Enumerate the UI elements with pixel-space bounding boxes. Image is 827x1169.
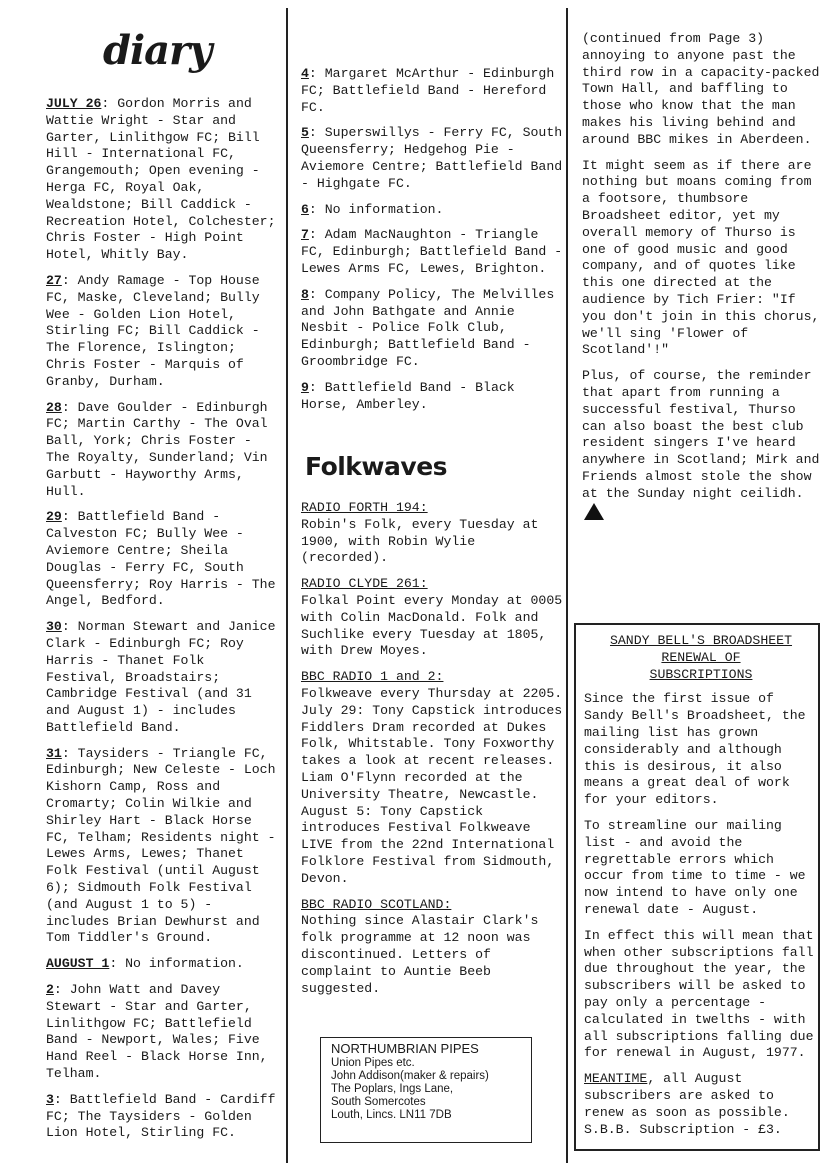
diary-entry [46, 96, 280, 264]
diary-text: : Taysiders - Triangle FC, Edinburgh; New Celeste - Loch Kishorn Camp, Ross and Cromarty; Colin Wilkie and Shirley Hart - Black Horse FC, Telham; Residents night - Lewes Arms, Lewes; Thanet Folk Festival (until August 6); Sidmouth Folk Festival (and August 1 to 5) - includes Brian Dewhurst and Tom Tiddler's Ground. [46, 745, 276, 946]
folkwaves-heading: Folkwaves [305, 452, 448, 481]
ad-line: Louth, Lincs. LN11 7DB [331, 1109, 452, 1121]
diary-date: JULY 26 [46, 96, 102, 111]
diary-text: : Andy Ramage - Top House FC, Maske, Cleveland; Bully Wee - Golden Lion Hotel, Stirling FC; Bill Caddick - The Florence, Islington; Chris Foster - Marquis of Granby, Durham. [46, 272, 260, 389]
diary-column-2 [301, 66, 563, 422]
diary-date: 5 [301, 125, 309, 141]
diary-text: : Adam MacNaughton - Triangle FC, Edinburgh; Battlefield Band - Lewes Arms FC, Lewes, Brighton. [301, 227, 563, 276]
ad-line: The Poplars, Ings Lane, [331, 1083, 454, 1095]
diary-entry [301, 380, 563, 414]
renewal-title [584, 633, 818, 683]
diary-text: : Gordon Morris and Wattie Wright - Star and Garter, Linlithgow FC; Bill Hill - International FC, Grangemouth; Open evening - Herga FC, Royal Oak, Wealdstone; Bill Caddick - Recreation Hotel, Colchester; Chris Foster - High Point Hotel, Whitly Bay. [46, 96, 276, 263]
article-paragraph [582, 368, 822, 523]
diary-date: 29 [46, 509, 62, 525]
article-paragraph-text: Plus, of course, the reminder that apart from running a successful festival, Thurso can also boast the best club resident singers I've heard anywhere in Scotland; Mirk and Friends almost stole the show at the Sunday night ceilidh. [582, 368, 820, 501]
diary-entry [46, 956, 280, 973]
ad-line: John Addison(maker & repairs) [331, 1070, 489, 1082]
diary-text: : Battlefield Band - Black Horse, Amberley. [301, 379, 515, 412]
diary-entry [46, 1092, 280, 1142]
ad-line: South Somercotes [331, 1096, 426, 1108]
article-paragraph: annoying to anyone past the third row in a capacity-packed Town Hall, and baffling to those who know that the man makes his living behind and around BBC mikes in Aberdeen. [582, 47, 820, 147]
renewal-title-line: SANDY BELL'S BROADSHEET [609, 633, 793, 648]
diary-text: : Superswillys - Ferry FC, South Queensferry; Hedgehog Pie - Aviemore Centre; Battlefield Band - Highgate FC. [301, 125, 563, 191]
renewal-paragraph: In effect this will mean that when other subscriptions fall due throughout the year, the subscribers will be asked to pay only a percentage - calculated in twelths - with all subscriptions falling due for renewal in August, 1977. [584, 927, 814, 1061]
station-text: Robin's Folk, every Tuesday at 1900, with Robin Wylie (recorded). [301, 516, 539, 566]
station-name: RADIO CLYDE 261: [301, 576, 428, 592]
renewal-title-line: SUBSCRIPTIONS [649, 666, 753, 682]
renewal-meantime [584, 1071, 818, 1138]
meantime-text: , all August subscribers are asked to renew as soon as possible. S.B.B. Subscription - £3. [584, 1071, 790, 1137]
continued-note: (continued from Page 3) [582, 31, 765, 46]
diary-date: 27 [46, 272, 62, 288]
folkwaves-listings [301, 500, 563, 1006]
diary-entry [46, 509, 280, 610]
diary-text: : Company Policy, The Melvilles and John Bathgate and Annie Nesbit - Police Folk Club, Edinburgh; Battlefield Band - Groombridge FC. [301, 286, 555, 369]
diary-heading: diary [103, 27, 212, 74]
station-text: Folkal Point every Monday at 0005 with Colin MacDonald. Folk and Suchlike every Tuesday at 1805, with Drew Moyes. [301, 592, 563, 659]
diary-entry [301, 227, 563, 277]
renewal-paragraph: To streamline our mailing list - and avoid the regrettable errors which occur from time to time - we now intend to have only one renewal date - August. [584, 817, 806, 917]
diary-entry [301, 125, 563, 192]
article-paragraph: It might seem as if there are nothing but moans coming from a footsore, thumbsore Broadsheet editor, yet my overall memory of Thurso is one of good music and good company, and of quotes like this one directed at the audience by Tich Frier: "If you don't join in this chorus, we'll sing 'Flower of Scotland'!" [582, 157, 820, 358]
diary-text: : John Watt and Davey Stewart - Star and Garter, Linlithgow FC; Battlefield Band - Newport, Wales; Five Hand Reel - Black Horse Inn, Telham. [46, 982, 268, 1082]
diary-entry [301, 287, 563, 371]
ad-line: Union Pipes etc. [331, 1057, 415, 1069]
diary-date: 3 [46, 1091, 54, 1107]
station-name: BBC RADIO SCOTLAND: [301, 896, 452, 912]
station-entry [301, 500, 563, 567]
diary-date: AUGUST 1 [46, 956, 110, 972]
diary-text: : Norman Stewart and Janice Clark - Edinburgh FC; Roy Harris - Thanet Folk Festival, Broadstairs; Cambridge Festival (and 31 and August 1) - includes Battlefield Band. [46, 619, 276, 735]
diary-date: 6 [301, 201, 309, 217]
continued-article [582, 31, 822, 532]
meantime-label: MEANTIME [584, 1071, 648, 1087]
ad-heading: NORTHUMBRIAN PIPES [331, 1041, 479, 1056]
diary-text: : No information. [109, 956, 244, 972]
renewal-paragraph: Since the first issue of Sandy Bell's Broadsheet, the mailing list has grown considerably and although this is desirous, it also means a great deal of work for your editors. [584, 691, 806, 808]
station-entry [301, 897, 563, 998]
station-name: BBC RADIO 1 and 2: [301, 669, 444, 685]
diary-entry [46, 982, 280, 1083]
diary-entry [46, 746, 280, 948]
station-name: RADIO FORTH 194: [301, 500, 428, 515]
diary-entry [301, 202, 563, 219]
end-triangle-icon [584, 503, 604, 520]
diary-date: 2 [46, 982, 54, 998]
diary-entry [46, 619, 280, 737]
diary-entry [301, 66, 563, 116]
station-entry [301, 576, 563, 660]
northumbrian-pipes-ad [320, 1037, 532, 1143]
station-entry [301, 669, 563, 887]
diary-text: : Margaret McArthur - Edinburgh FC; Battlefield Band - Hereford FC. [301, 66, 555, 115]
diary-column-1 [46, 96, 280, 1151]
diary-entry [46, 273, 280, 391]
diary-entry [46, 400, 280, 501]
station-text: Folkweave every Thursday at 2205. July 29: Tony Capstick introduces Fiddlers Dram recorded at Dukes Folk, Whitstable. Tony Foxworthy takes a look at recent releases. Liam O'Flynn recorded at the University Theatre, Newcastle. August 5: Tony Capstick introduces Festival Folkweave LIVE from the 22nd International Folklore Festival from Sidmouth, Devon. [301, 685, 563, 886]
renewal-title-line: RENEWAL OF [661, 649, 741, 665]
column-divider-right [566, 8, 568, 1163]
diary-date: 7 [301, 227, 309, 243]
diary-text: : Battlefield Band - Calveston FC; Bully Wee - Aviemore Centre; Sheila Douglas - Ferry FC, South Queensferry; Roy Harris - The Angel, Bedford. [46, 509, 276, 609]
diary-text: : Battlefield Band - Cardiff FC; The Taysiders - Golden Lion Hotel, Stirling FC. [46, 1091, 276, 1141]
diary-date: 31 [46, 745, 62, 761]
subscription-renewal-box [574, 623, 820, 1151]
diary-date: 8 [301, 286, 309, 302]
diary-date: 4 [301, 66, 309, 81]
diary-date: 28 [46, 399, 62, 415]
diary-text: : Dave Goulder - Edinburgh FC; Martin Carthy - The Oval Ball, York; Chris Foster - The Royalty, Sunderland; Vin Garbutt - Hayworthy Arms, Hull. [46, 399, 268, 499]
column-divider-left [286, 8, 288, 1163]
diary-date: 9 [301, 379, 309, 395]
diary-text: : No information. [308, 201, 444, 217]
diary-date: 30 [46, 619, 62, 635]
station-text: Nothing since Alastair Clark's folk programme at 12 noon was discontinued. Letters of complaint to Auntie Beeb suggested. [301, 913, 539, 996]
